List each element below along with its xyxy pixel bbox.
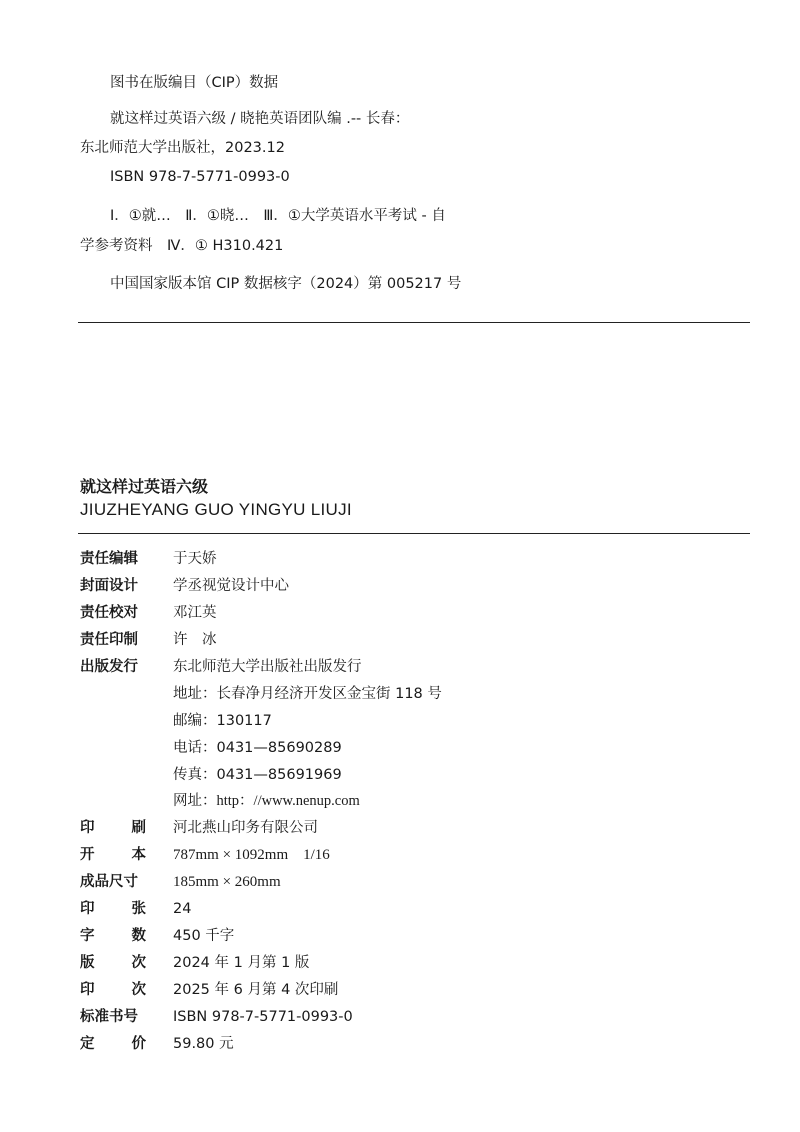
sheets-label xyxy=(80,899,146,919)
edition-value: 2024 年 1 月第 1 版 xyxy=(173,955,310,971)
book-title-cn: 就这样过英语六级 xyxy=(80,477,209,496)
format-label-a: 开 xyxy=(80,847,95,863)
impression-label xyxy=(80,980,146,1000)
price-label-a: 定 xyxy=(80,1036,95,1052)
printer-label-b: 刷 xyxy=(131,820,146,836)
book-title-pinyin: JIUZHEYANG GUO YINGYU LIUJI xyxy=(80,500,352,519)
printer-label-a: 印 xyxy=(80,820,95,836)
print-label: 责任印制 xyxy=(80,632,138,648)
cip-line-2: 东北师范大学出版社，2023.12 xyxy=(80,140,285,156)
cip-line-4: Ⅰ．①就… Ⅱ．①晓… Ⅲ．①大学英语水平考试 - 自 xyxy=(110,208,446,224)
printer-value: 河北燕山印务有限公司 xyxy=(173,820,318,836)
isbn-value: ISBN 978-7-5771-0993-0 xyxy=(173,1009,353,1025)
edition-label-b: 次 xyxy=(131,955,146,971)
publisher-label: 出版发行 xyxy=(80,659,138,675)
publisher-phone: 电话：0431—85690289 xyxy=(173,740,342,756)
cip-line-6: 中国国家版本馆 CIP 数据核字（2024）第 005217 号 xyxy=(110,276,462,292)
isbn-label: 标准书号 xyxy=(80,1009,138,1025)
cover-value: 学丞视觉设计中心 xyxy=(173,578,289,594)
cip-line-5: 学参考资料 Ⅳ．① H310.421 xyxy=(80,238,284,254)
cover-label: 封面设计 xyxy=(80,578,138,594)
editor-value: 于天娇 xyxy=(173,551,217,567)
publisher-address: 地址：长春净月经济开发区金宝街 118 号 xyxy=(173,686,442,702)
proof-value: 邓江英 xyxy=(173,605,217,621)
impression-label-b: 次 xyxy=(131,982,146,998)
sheets-label-b: 张 xyxy=(131,901,146,917)
impression-value: 2025 年 6 月第 4 次印刷 xyxy=(173,982,339,998)
price-label-b: 价 xyxy=(131,1036,146,1052)
size-label: 成品尺寸 xyxy=(80,874,138,890)
sheets-label-a: 印 xyxy=(80,901,95,917)
format-label-b: 本 xyxy=(131,847,146,863)
cip-line-3: ISBN 978-7-5771-0993-0 xyxy=(110,169,290,185)
price-label xyxy=(80,1034,146,1054)
publisher-value: 东北师范大学出版社出版发行 xyxy=(173,659,362,675)
words-label-a: 字 xyxy=(80,928,95,944)
publisher-website: 网址：http：//www.nenup.com xyxy=(173,793,360,809)
words-value: 450 千字 xyxy=(173,928,235,944)
divider-title xyxy=(78,533,750,534)
divider-top xyxy=(78,322,750,323)
printer-label xyxy=(80,818,146,838)
format-label xyxy=(80,845,146,865)
edition-label-a: 版 xyxy=(80,955,95,971)
words-label-b: 数 xyxy=(131,928,146,944)
proof-label: 责任校对 xyxy=(80,605,138,621)
publisher-fax: 传真：0431—85691969 xyxy=(173,767,342,783)
print-value: 许 冰 xyxy=(173,632,217,648)
price-value: 59.80 元 xyxy=(173,1036,234,1052)
format-value: 787mm × 1092mm 1/16 xyxy=(173,847,330,863)
publisher-postcode: 邮编：130117 xyxy=(173,713,272,729)
size-value: 185mm × 260mm xyxy=(173,874,281,890)
edition-label xyxy=(80,953,146,973)
impression-label-a: 印 xyxy=(80,982,95,998)
editor-label: 责任编辑 xyxy=(80,551,138,567)
words-label xyxy=(80,926,146,946)
sheets-value: 24 xyxy=(173,901,192,917)
cip-line-1: 就这样过英语六级 / 晓艳英语团队编 .-- 长春： xyxy=(110,111,410,127)
cip-heading: 图书在版编目（CIP）数据 xyxy=(110,75,279,91)
